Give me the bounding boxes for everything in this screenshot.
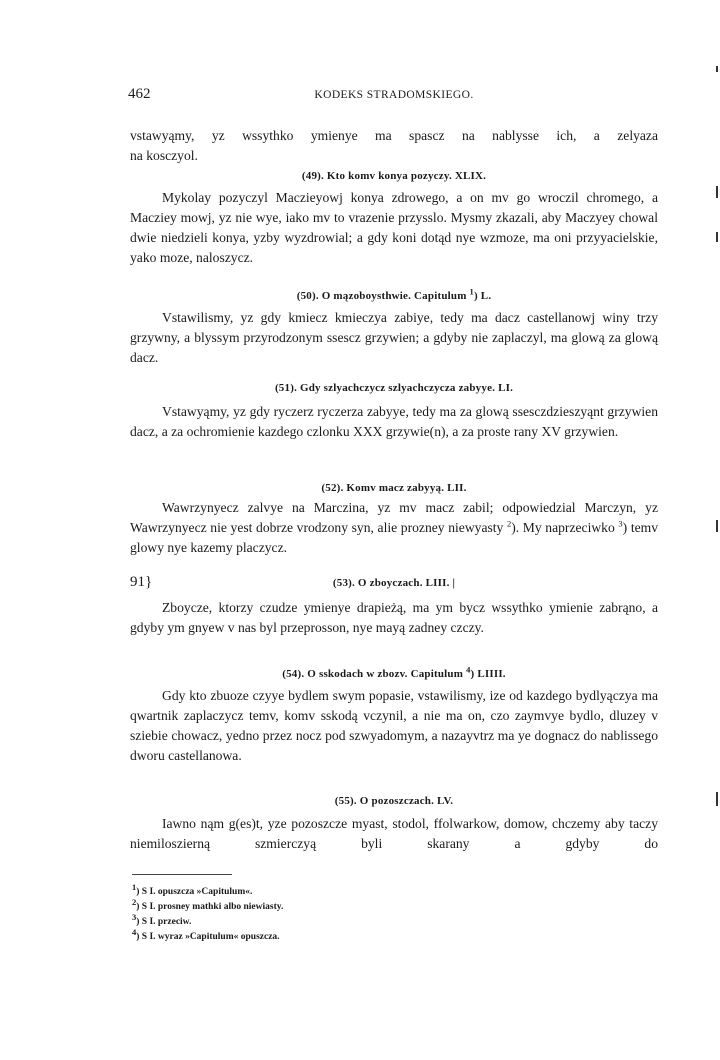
scan-edge-mark [716,186,718,198]
paragraph-55-text: Iawno nąm g(es)t, yze pozoszcze myast, stodol, ffolwarkow, domow, chczemy aby taczy niemiloszierną szmierczyą byli skarany a gdyby do [130,816,658,851]
footnote-1-mark: 1 [132,881,137,892]
footnote-4-mark: 4 [132,926,137,937]
footnote-4 [132,926,632,945]
paragraph-49-text: Mykolay pozyczyl Maczieyowj konya zdrowego, a on mv go wroczil chromego, a Macziey mowj, yz nie wye, iako mv to vrazenie przysslo. Mysmy zkazali, aby Maczyey chowal dwie niedzieli konya, yzby wyzdrowial; a gdy koni dotąd nye wzmoze, ma oni przyyacielskie, yako moze, naloszycz. [130,190,658,265]
scan-edge-mark [716,232,718,242]
paragraph-50-text: Vstawilismy, yz gdy kmiecz kmieczya zabiye, tedy ma dacz castellanowj winy trzy grzywny, a blyssym przyrodzonym ssescz grzywien; a gdyby nie zaplaczyl, ma glową za glową dacz. [130,310,658,365]
heading-54-number: ) LIIII. [470,668,506,680]
footnote-divider [132,874,232,875]
heading-54 [130,664,658,680]
intro-paragraph [130,126,658,166]
footnote-2-mark: 2 [132,896,137,907]
heading-49: (49). Kto komv konya pozyczy. XLIX. [301,170,487,182]
footnote-3 [132,911,632,930]
paragraph-52-part-1: Wawrzynyecz zalvye na Marczina, yz mv macz zabil; odpowiedzial Marczyn, yz Wawrzynyecz nie yest dobrze vrodzony syn, alie prozney niewyasty [130,500,658,535]
heading-50-text: (50). O mązoboysthwie. Capitulum [296,290,467,302]
footnote-3-text: ) S I. przeciw. [136,917,192,927]
heading-54-text: (54). O sskodach w zbozv. Capitulum [282,668,464,680]
paragraph-53 [130,598,658,638]
footnote-1 [132,881,632,900]
paragraph-53-text: Zboycze, ktorzy czudze ymienye drapieżą, ma ym bycz wssythko ymienie zabrąno, a gdyby ym gnyew v nas byl przeprosson, nye mayą zadney czczy. [130,600,658,635]
paragraph-51-text: Vstawyąmy, yz gdy ryczerz ryczerza zabyye, tedy ma za glową ssesczdzieszyąnt grzywien dacz, a za ochromienie kazdego czlonku XXX grzywie(n), a za proste rany XV grzywien. [130,404,658,439]
heading-51: (51). Gdy szlyachczycz szlyachczycza zabyye. LI. [274,382,514,394]
scan-edge-mark [716,520,718,532]
intro-line-2: na kosczyol. [130,148,198,163]
paragraph-52-text [130,498,658,558]
footnote-3-mark: 3 [132,911,137,922]
page-number: 462 [128,86,151,102]
footnote-1-text: ) S I. opuszcza »Capitulum«. [136,887,253,897]
footnotes [132,881,632,945]
heading-53: (53). O zboyczach. LIII. | [332,577,456,589]
heading-50 [130,286,658,302]
paragraph-54-text: Gdy kto zbuoze czyye bydlem swym popasie, vstawilismy, ize od kazdego bydlyączya ma qwartnik zaplaczycz temv, komv sskodą vczynil, a nie ma on, czo zaymvye bydlo, dluzey v sziebie chowacz, yedno przez nocz pod szwyadomym, a nazayvtrz ma ye dognacz do nablissego dworu castellanowa. [130,688,658,763]
intro-line-1: vstawyąmy, yz wssythko ymienye ma spascz na nablysse ich, a zelyaza [130,128,658,143]
footnote-2-text: ) S I. prosney mathki albo niewiasty. [136,902,284,912]
footnote-2 [132,896,632,915]
footnote-ref-3: 3 [618,518,623,529]
margin-folio-note: 91} [130,574,153,590]
paragraph-50 [130,308,658,368]
footnote-ref-4: 4 [466,664,471,675]
heading-52: (52). Komv macz zabyyą. LII. [321,482,467,494]
footnote-ref-2: 2 [506,518,512,529]
paragraph-52-part-2: ). My naprzeciwko [511,520,615,535]
footnote-4-text: ) S I. wyraz »Capitulum« opuszcza. [136,932,280,942]
heading-50-number: ) L. [473,290,492,302]
heading-55: (55). O pozoszczach. LV. [334,795,454,807]
footnote-ref-1: 1 [469,286,474,297]
running-title: KODEKS STRADOMSKIEGO. [314,89,474,101]
scan-edge-mark [716,66,718,72]
paragraph-49 [130,188,658,268]
paragraph-54 [130,686,658,766]
paragraph-55 [130,814,658,854]
paragraph-52-part-3: ) temv glowy nye kazemy placzycz. [130,520,658,555]
page-header [128,86,660,106]
paragraph-52 [130,498,658,558]
scan-edge-mark [716,792,718,806]
paragraph-51 [130,402,658,442]
